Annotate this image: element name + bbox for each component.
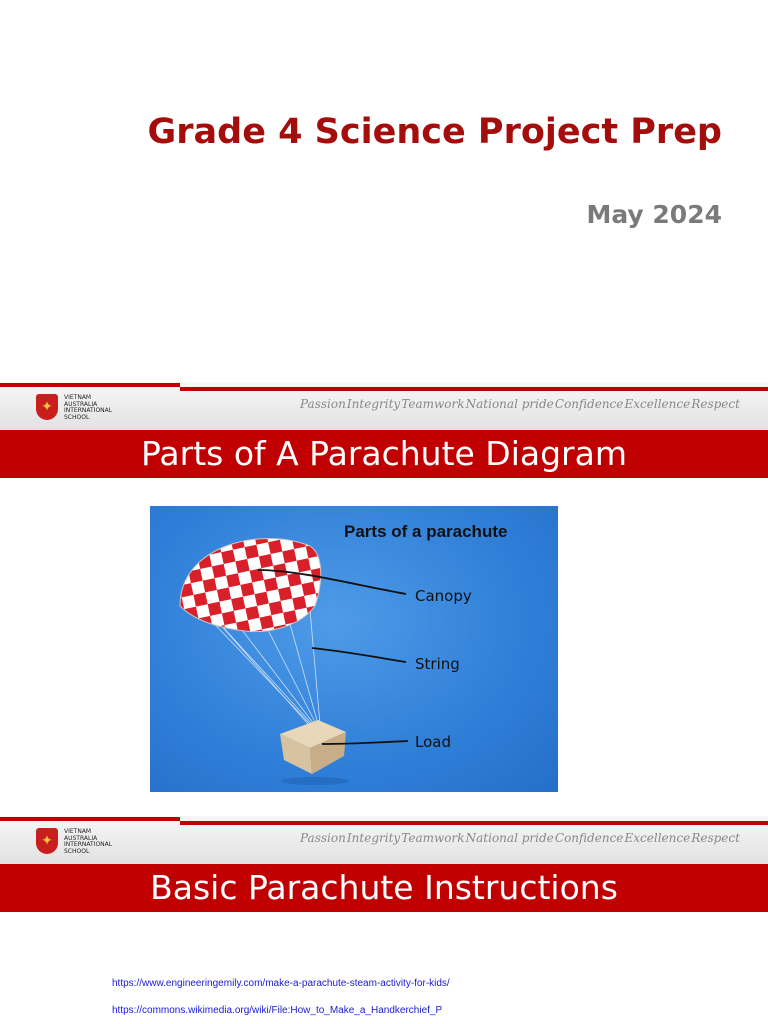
header-red-line [0, 383, 180, 387]
reference-links [112, 978, 450, 1016]
value-confidence: Confidence [554, 397, 624, 411]
value-teamwork: Teamwork [401, 831, 465, 845]
presentation-title: Grade 4 Science Project Prep [147, 112, 722, 152]
value-integrity: Integrity [346, 831, 401, 845]
label-string: String [415, 655, 460, 673]
value-excellence: Excellence [624, 831, 691, 845]
value-respect: Respect [691, 831, 740, 845]
header-red-line [180, 387, 768, 391]
presentation-date: May 2024 [586, 200, 722, 229]
value-confidence: Confidence [554, 831, 624, 845]
header-strip [0, 816, 768, 864]
school-crest-icon: ✦ [36, 828, 58, 854]
slide-heading-bar [0, 430, 768, 478]
value-national-pride: National pride [465, 831, 554, 845]
school-values [300, 831, 740, 845]
link-wikimedia-commons[interactable]: https://commons.wikimedia.org/wiki/File:How_to_Make_a_Handkerchief_P [112, 1005, 443, 1016]
school-values [300, 397, 740, 411]
link-engineering-emily[interactable]: https://www.engineeringemily.com/make-a-parachute-steam-activity-for-kids/ [112, 978, 450, 989]
value-teamwork: Teamwork [401, 397, 465, 411]
parachute-diagram [150, 506, 558, 792]
label-canopy: Canopy [415, 587, 472, 605]
slide-heading: Basic Parachute Instructions [150, 868, 618, 907]
label-load: Load [415, 733, 451, 751]
header-strip [0, 382, 768, 430]
slide-heading-bar [0, 864, 768, 912]
header-red-line [180, 821, 768, 825]
header-red-line [0, 817, 180, 821]
parachute-illustration [150, 506, 558, 792]
value-passion: Passion [300, 397, 346, 411]
school-name: VIETNAM AUSTRALIA INTERNATIONAL SCHOOL [64, 394, 113, 421]
slide-header-diagram [0, 382, 768, 478]
school-name: VIETNAM AUSTRALIA INTERNATIONAL SCHOOL [64, 828, 113, 855]
value-excellence: Excellence [624, 397, 691, 411]
value-passion: Passion [300, 831, 346, 845]
value-national-pride: National pride [465, 397, 554, 411]
title-slide [0, 0, 768, 380]
diagram-title: Parts of a parachute [344, 522, 508, 541]
school-crest-icon: ✦ [36, 394, 58, 420]
value-respect: Respect [691, 397, 740, 411]
value-integrity: Integrity [346, 397, 401, 411]
slide-header-instructions [0, 816, 768, 912]
slide-heading: Parts of A Parachute Diagram [140, 434, 627, 473]
parachute-load-box [280, 720, 349, 785]
parachute-canopy [180, 539, 321, 632]
